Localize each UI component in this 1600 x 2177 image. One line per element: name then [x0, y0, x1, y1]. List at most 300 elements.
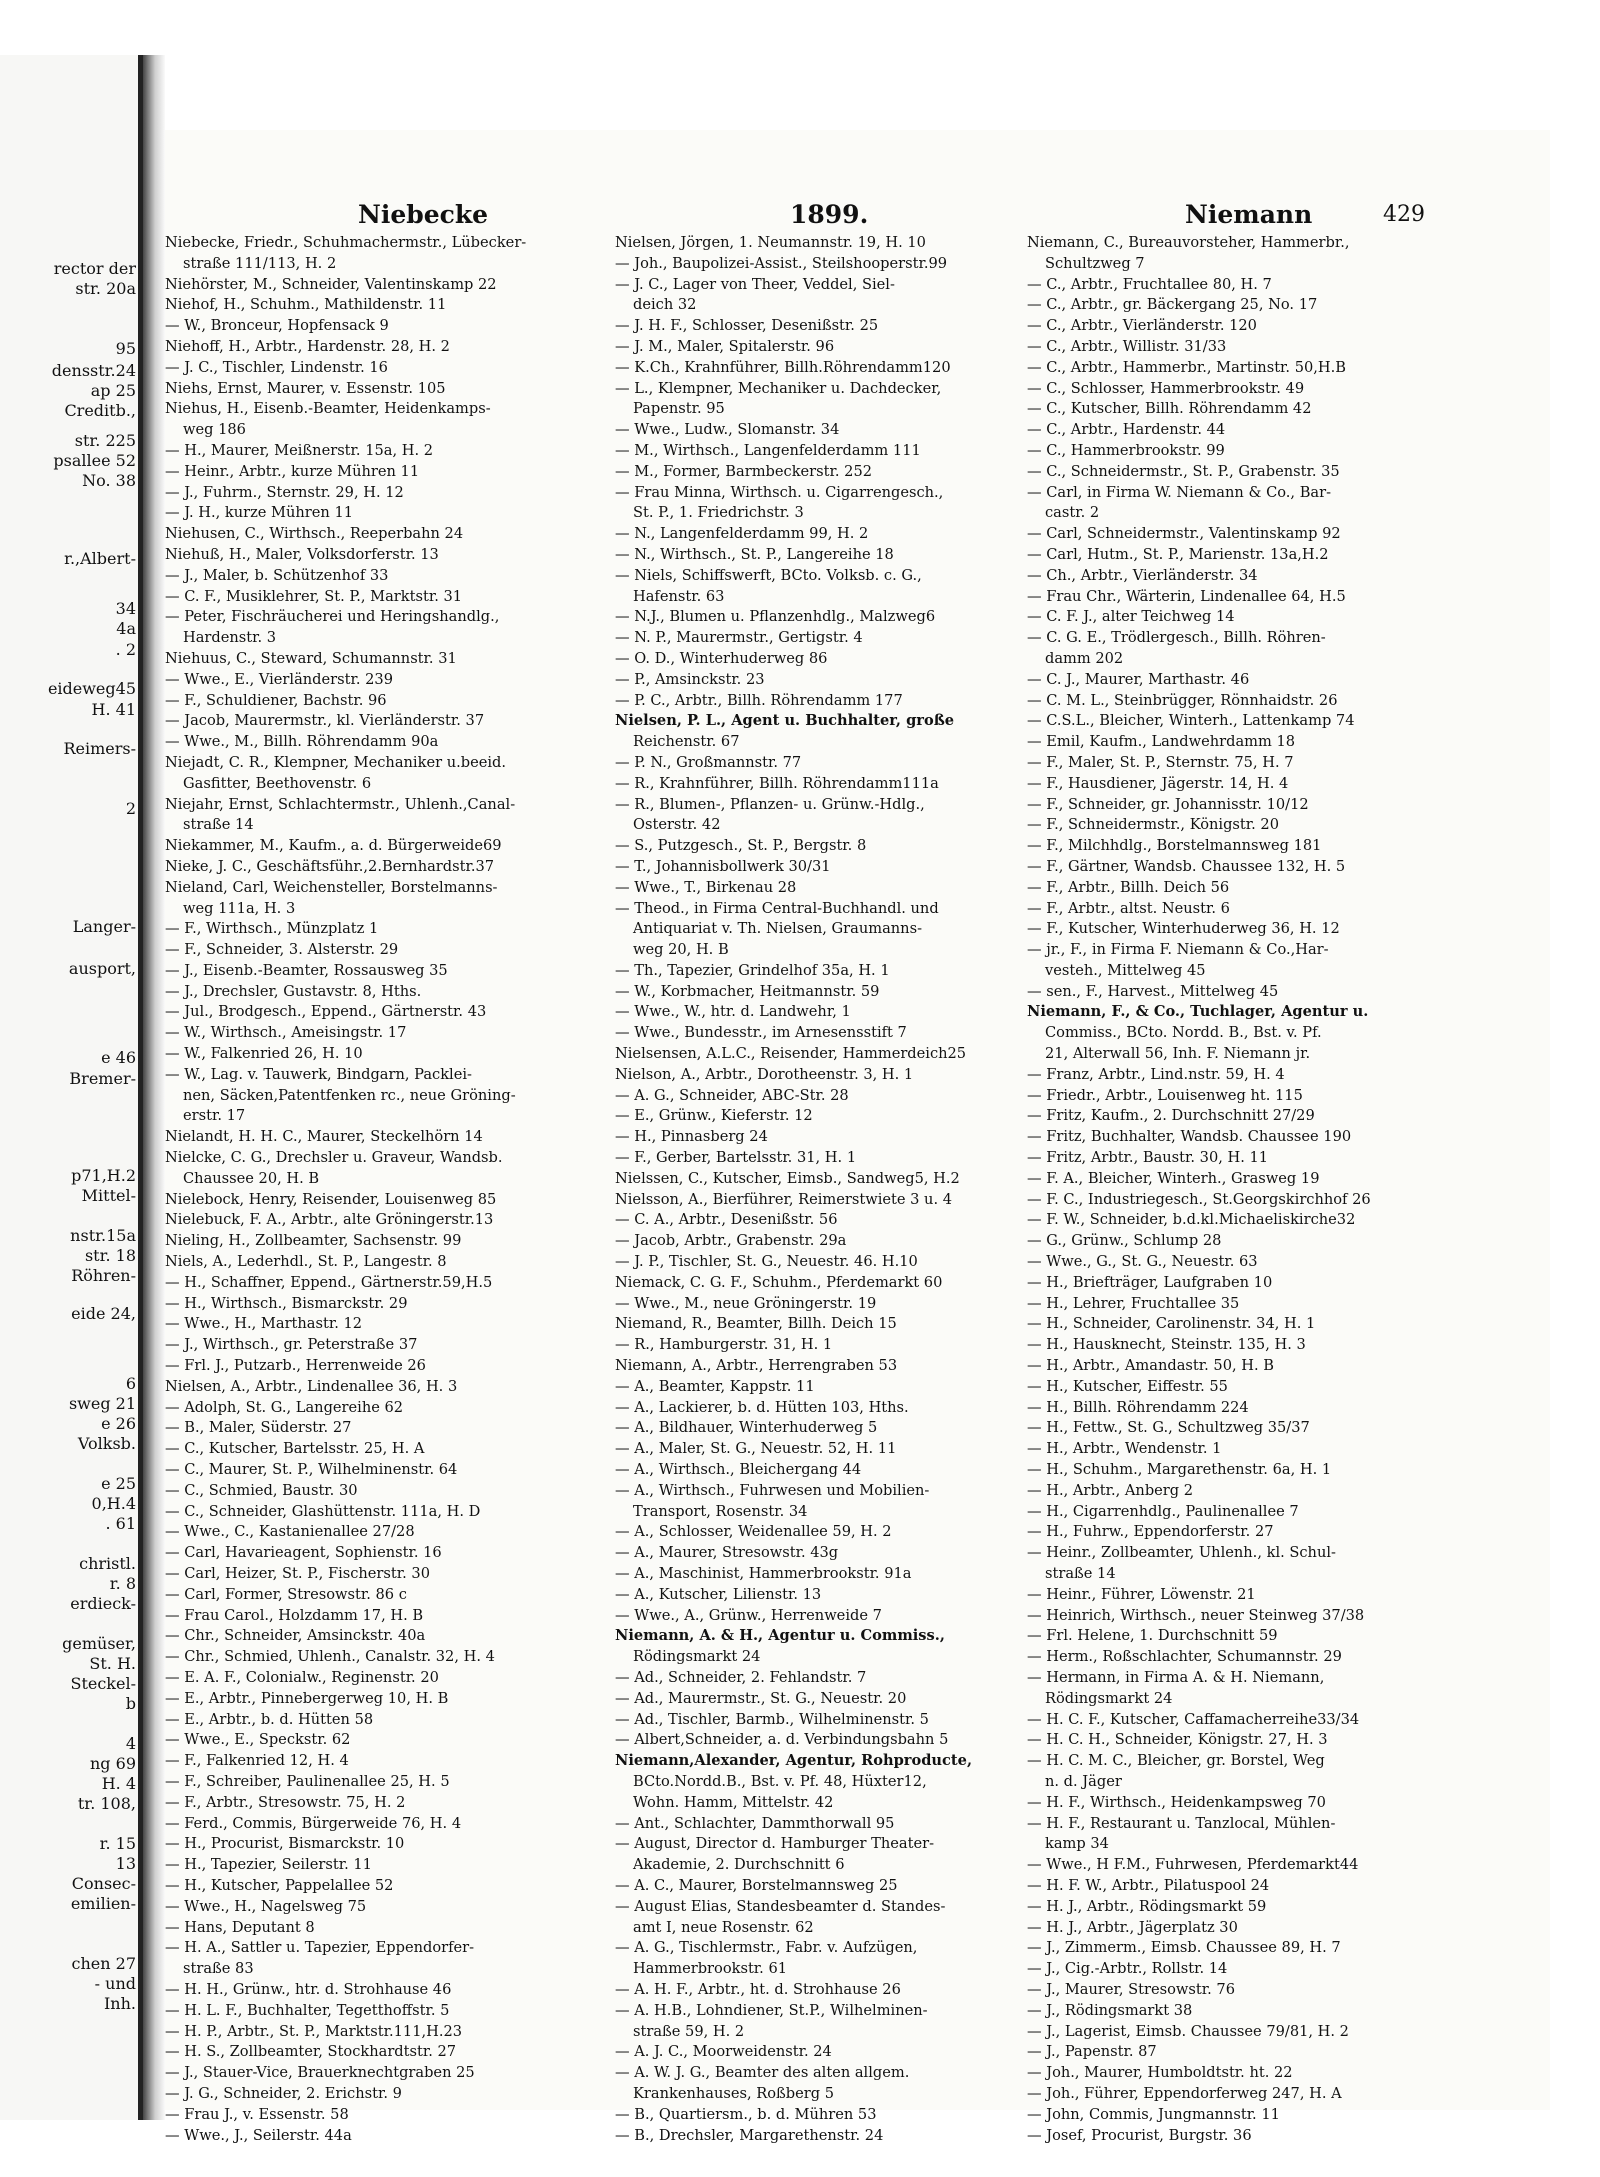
directory-entry: Niemack, C. G. F., Schuhm., Pferdemarkt 60	[615, 1273, 943, 1291]
previous-page-line: St. H.	[89, 1655, 136, 1673]
directory-entry: — C., Kutscher, Bartelsstr. 25, H. A	[165, 1440, 425, 1458]
directory-entry: — J., Maler, b. Schützenhof 33	[165, 566, 389, 584]
previous-page-line: rector der	[53, 260, 136, 278]
directory-entry: — H., Fuhrw., Eppendorferstr. 27	[1027, 1523, 1274, 1541]
directory-entry: — J., Zimmerm., Eimsb. Chaussee 89, H. 7	[1027, 1939, 1341, 1957]
directory-entry: — W., Falkenried 26, H. 10	[165, 1045, 363, 1063]
directory-entry: — C. J., Maurer, Marthastr. 46	[1027, 670, 1250, 688]
directory-entry: — F. A., Bleicher, Winterh., Grasweg 19	[1027, 1169, 1320, 1187]
directory-entry: Hammerbrookstr. 61	[633, 1960, 788, 1978]
directory-entry: — A. W. J. G., Beamter des alten allgem.	[615, 2064, 910, 2082]
directory-entry: — G., Grünw., Schlump 28	[1027, 1232, 1222, 1250]
directory-entry: — Wwe., J., Seilerstr. 44a	[165, 2126, 352, 2144]
directory-entry: Nielsen, P. L., Agent u. Buchhalter, große	[615, 712, 955, 730]
directory-entry: Rödingsmarkt 24	[1045, 1689, 1173, 1707]
directory-entry: St. P., 1. Friedrichstr. 3	[633, 504, 804, 522]
previous-page-line: erdieck-	[70, 1595, 136, 1613]
directory-entry: Nielebock, Henry, Reisender, Louisenweg 85	[165, 1190, 497, 1208]
directory-entry: Krankenhauses, Roßberg 5	[633, 2084, 834, 2102]
directory-entry: — H., Schuhm., Margarethenstr. 6a, H. 1	[1027, 1461, 1332, 1479]
directory-entry: — R., Blumen-, Pflanzen- u. Grünw.-Hdlg.,	[615, 795, 925, 813]
directory-entry: — Frl. J., Putzarb., Herrenweide 26	[165, 1357, 426, 1375]
directory-entry: BCto.Nordd.B., Bst. v. Pf. 48, Hüxter12,	[633, 1772, 927, 1790]
running-head-left: Niebecke	[358, 200, 489, 229]
previous-page-line: 4a	[116, 620, 136, 638]
directory-entry: Nielssen, C., Kutscher, Eimsb., Sandweg5, H.2	[615, 1169, 960, 1187]
previous-page-line: b	[125, 1695, 136, 1713]
directory-entry: — Th., Tapezier, Grindelhof 35a, H. 1	[615, 961, 890, 979]
directory-entry: — Ad., Schneider, 2. Fehlandstr. 7	[615, 1668, 867, 1686]
directory-entry: — Wwe., H., Marthastr. 12	[165, 1315, 363, 1333]
directory-entry: straße 14	[183, 816, 254, 834]
directory-entry: — H., Cigarrenhdlg., Paulinenallee 7	[1027, 1502, 1299, 1520]
previous-page-line: gemüser,	[62, 1635, 136, 1653]
directory-entry: — F., Schneider, gr. Johannisstr. 10/12	[1027, 795, 1309, 813]
directory-entry: — Jul., Brodgesch., Eppend., Gärtnerstr. 43	[165, 1003, 487, 1021]
previous-page-line: r. 15	[99, 1835, 136, 1853]
directory-entry: — C., Schmied, Baustr. 30	[165, 1481, 358, 1499]
directory-entry: — C.S.L., Bleicher, Winterh., Lattenkamp 74	[1027, 712, 1355, 730]
directory-entry: — Carl, Hutm., St. P., Marienstr. 13a,H.2	[1027, 545, 1329, 563]
directory-entry: Niehörster, M., Schneider, Valentinskamp 22	[165, 275, 497, 293]
column-right	[1027, 233, 1445, 2146]
directory-entry: Nielsensen, A.L.C., Reisender, Hammerdeich25	[615, 1045, 967, 1063]
directory-entry: — A. J. C., Moorweidenstr. 24	[615, 2043, 832, 2061]
previous-page-line: Langer-	[72, 918, 136, 936]
directory-entry: — C. F. J., alter Teichweg 14	[1027, 608, 1235, 626]
directory-entry: — C., Arbtr., Hammerbr., Martinstr. 50,H.B	[1027, 358, 1347, 376]
directory-entry: Nieke, J. C., Geschäftsführ.,2.Bernhardstr.37	[165, 857, 495, 875]
previous-page-line: emilien-	[70, 1895, 136, 1913]
directory-entry: Nieling, H., Zollbeamter, Sachsenstr. 99	[165, 1232, 462, 1250]
directory-entry: — Fritz, Buchhalter, Wandsb. Chaussee 190	[1027, 1128, 1352, 1146]
directory-entry: — A., Beamter, Kappstr. 11	[615, 1377, 815, 1395]
directory-entry: Nieland, Carl, Weichensteller, Borstelmanns-	[165, 878, 498, 896]
previous-page-line: densstr.24	[51, 362, 136, 380]
previous-page-line: p71,H.2	[71, 1167, 136, 1185]
directory-entry: — Josef, Procurist, Burgstr. 36	[1027, 2126, 1252, 2144]
directory-entry: — Carl, Heizer, St. P., Fischerstr. 30	[165, 1565, 430, 1582]
directory-entry: — J. H. F., Schlosser, Desenißstr. 25	[615, 317, 879, 335]
directory-entry: — H., Schneider, Carolinenstr. 34, H. 1	[1027, 1315, 1316, 1333]
directory-entry: Commiss., BCto. Nordd. B., Bst. v. Pf.	[1045, 1024, 1322, 1042]
directory-entry: — Wwe., H., Nagelsweg 75	[165, 1897, 367, 1915]
directory-entry: Nielandt, H. H. C., Maurer, Steckelhörn 14	[165, 1128, 483, 1146]
directory-entry: — August, Director d. Hamburger Theater-	[615, 1835, 935, 1853]
directory-entry: — J. G., Schneider, 2. Erichstr. 9	[165, 2084, 402, 2102]
directory-entry: Wohn. Hamm, Mittelstr. 42	[633, 1793, 834, 1811]
directory-entry: — Heinr., Zollbeamter, Uhlenh., kl. Schul-	[1027, 1544, 1336, 1562]
previous-page-line: e 26	[101, 1415, 136, 1433]
directory-entry: deich 32	[633, 296, 697, 314]
previous-page-line: ausport,	[68, 960, 136, 978]
directory-entry: — E., Arbtr., Pinnebergerweg 10, H. B	[165, 1689, 449, 1707]
directory-entry: — Niels, Schiffswerft, BCto. Volksb. c. G.,	[615, 566, 922, 584]
directory-entry: — F. C., Industriegesch., St.Georgskirchhof 26	[1027, 1190, 1371, 1208]
directory-entry: — C., Arbtr., Vierländerstr. 120	[1027, 317, 1257, 335]
previous-page-line: 95	[115, 340, 136, 358]
directory-entry: — sen., F., Harvest., Mittelweg 45	[1027, 982, 1279, 1000]
directory-entry: — Fritz, Arbtr., Baustr. 30, H. 11	[1027, 1149, 1269, 1167]
previous-page-line: Volksb.	[77, 1435, 136, 1453]
directory-entry: — B., Maler, Süderstr. 27	[165, 1419, 352, 1437]
directory-entry: — T., Johannisbollwerk 30/31	[615, 857, 831, 875]
directory-entry: — Wwe., W., htr. d. Landwehr, 1	[615, 1003, 851, 1021]
directory-entry: — C. G. E., Trödlergesch., Billh. Röhren-	[1027, 629, 1326, 647]
directory-entry: — F., Schreiber, Paulinenallee 25, H. 5	[165, 1772, 450, 1790]
directory-entry: — W., Lag. v. Tauwerk, Bindgarn, Packlei-	[165, 1065, 472, 1083]
directory-entry: — A., Wirthsch., Bleichergang 44	[615, 1461, 862, 1479]
directory-entry: — C., Maurer, St. P., Wilhelminenstr. 64	[165, 1461, 458, 1479]
directory-entry: weg 111a, H. 3	[183, 899, 296, 917]
directory-entry: — Herm., Roßschlachter, Schumannstr. 29	[1027, 1648, 1342, 1666]
directory-entry: — A., Lackierer, b. d. Hütten 103, Hths.	[615, 1398, 909, 1416]
directory-entry: — J. M., Maler, Spitalerstr. 96	[615, 337, 835, 355]
directory-entry: — H., Briefträger, Laufgraben 10	[1027, 1273, 1273, 1291]
directory-entry: — F. W., Schneider, b.d.kl.Michaeliskirche32	[1027, 1211, 1356, 1229]
directory-entry: — J., Maurer, Stresowstr. 76	[1027, 1980, 1235, 1998]
directory-entry: — H., Arbtr., Anberg 2	[1027, 1481, 1194, 1499]
previous-page-line: ap 25	[90, 382, 136, 400]
directory-entry: — Carl, Schneidermstr., Valentinskamp 92	[1027, 525, 1341, 543]
directory-entry: — C., Arbtr., gr. Bäckergang 25, No. 17	[1027, 296, 1318, 314]
directory-entry: Schultzweg 7	[1045, 254, 1145, 272]
directory-entry: Niehuus, C., Steward, Schumannstr. 31	[165, 649, 457, 667]
previous-page-line: Mittel-	[81, 1187, 136, 1205]
previous-page-line: Creditb.,	[64, 402, 136, 420]
previous-page-line: eide 24,	[71, 1305, 136, 1323]
directory-entry: — A., Wirthsch., Fuhrwesen und Mobilien-	[615, 1481, 930, 1499]
directory-entry: — Carl, in Firma W. Niemann & Co., Bar-	[1027, 483, 1332, 501]
directory-entry: — Carl, Former, Stresowstr. 86 c	[165, 1585, 407, 1603]
directory-entry: — W., Korbmacher, Heitmannstr. 59	[615, 982, 880, 1000]
directory-entry: Niehusen, C., Wirthsch., Reeperbahn 24	[165, 525, 464, 543]
directory-entry: — H. H., Grünw., htr. d. Strohhause 46	[165, 1980, 452, 1998]
directory-entry: — F., Hausdiener, Jägerstr. 14, H. 4	[1027, 774, 1289, 792]
previous-page-line: tr. 108,	[77, 1795, 136, 1813]
directory-entry: — J., Lagerist, Eimsb. Chaussee 79/81, H. 2	[1027, 2022, 1349, 2040]
directory-entry: Antiquariat v. Th. Nielsen, Graumanns-	[633, 920, 922, 938]
directory-entry: — J., Eisenb.-Beamter, Rossausweg 35	[165, 961, 448, 979]
directory-entry: — H. L. F., Buchhalter, Tegetthoffstr. 5	[165, 2001, 450, 2019]
directory-entry: — S., Putzgesch., St. P., Bergstr. 8	[615, 837, 867, 855]
previous-page-line: ng 69	[90, 1755, 136, 1773]
directory-entry: — Ferd., Commis, Bürgerweide 76, H. 4	[165, 1814, 462, 1832]
directory-entry: kamp 34	[1045, 1835, 1109, 1853]
directory-entry: — M., Former, Barmbeckerstr. 252	[615, 462, 873, 480]
directory-entry: — C., Hammerbrookstr. 99	[1027, 441, 1225, 459]
directory-entry: — H., Maurer, Meißnerstr. 15a, H. 2	[165, 441, 434, 459]
previous-page-line: No. 38	[82, 472, 136, 490]
previous-page-line: Röhren-	[71, 1267, 136, 1285]
directory-entry: — F., Kutscher, Winterhuderweg 36, H. 12	[1027, 920, 1340, 938]
directory-entry: — H. F. W., Arbtr., Pilatuspool 24	[1027, 1876, 1270, 1894]
previous-page-line: H. 4	[101, 1775, 136, 1793]
directory-entry: — F., Arbtr., altst. Neustr. 6	[1027, 899, 1230, 917]
directory-entry: — H. J., Arbtr., Rödingsmarkt 59	[1027, 1897, 1267, 1915]
directory-entry: — A., Kutscher, Lilienstr. 13	[615, 1585, 822, 1603]
directory-entry: — A., Maschinist, Hammerbrookstr. 91a	[615, 1565, 912, 1582]
directory-entry: — A., Schlosser, Weidenallee 59, H. 2	[615, 1523, 892, 1541]
previous-page-line: psallee 52	[53, 452, 136, 470]
directory-entry: — J. P., Tischler, St. G., Neuestr. 46. H.10	[615, 1253, 918, 1271]
directory-entry: weg 186	[183, 421, 246, 439]
directory-entry: Hafenstr. 63	[633, 587, 725, 605]
directory-entry: — H., Pinnasberg 24	[615, 1128, 768, 1146]
directory-entry: Akademie, 2. Durchschnitt 6	[633, 1856, 845, 1874]
directory-entry: — H. A., Sattler u. Tapezier, Eppendorfer-	[165, 1939, 475, 1957]
directory-entry: — A. H. F., Arbtr., ht. d. Strohhause 26	[615, 1980, 901, 1998]
previous-page-line: 0,H.4	[91, 1495, 136, 1513]
directory-entry: — W., Bronceur, Hopfensack 9	[165, 317, 389, 335]
directory-entry: amt I, neue Rosenstr. 62	[633, 1918, 814, 1936]
directory-entry: — A. H.B., Lohndiener, St.P., Wilhelminen-	[615, 2001, 928, 2019]
directory-entry: Niejahr, Ernst, Schlachtermstr., Uhlenh.,Canal-	[165, 795, 516, 813]
directory-entry: — Friedr., Arbtr., Louisenweg ht. 115	[1027, 1086, 1303, 1104]
directory-entry: — Frau Minna, Wirthsch. u. Cigarrengesch.,	[615, 483, 944, 501]
directory-entry: — Fritz, Kaufm., 2. Durchschnitt 27/29	[1027, 1107, 1315, 1125]
directory-entry: weg 20, H. B	[633, 941, 729, 959]
directory-entry: — C., Arbtr., Willistr. 31/33	[1027, 337, 1227, 355]
directory-entry: — M., Wirthsch., Langenfelderdamm 111	[615, 441, 921, 459]
directory-entry: — W., Wirthsch., Ameisingstr. 17	[165, 1024, 407, 1042]
directory-entry: — Franz, Arbtr., Lind.nstr. 59, H. 4	[1027, 1065, 1285, 1083]
directory-entry: — H., Wirthsch., Bismarckstr. 29	[165, 1294, 408, 1312]
directory-entry: — J., Stauer-Vice, Brauerknechtgraben 25	[165, 2064, 475, 2082]
directory-entry: Niehuß, H., Maler, Volksdorferstr. 13	[165, 545, 439, 563]
directory-entry: — H. C. M. C., Bleicher, gr. Borstel, Weg	[1027, 1752, 1325, 1770]
directory-entry: 21, Alterwall 56, Inh. F. Niemann jr.	[1045, 1045, 1311, 1063]
directory-entry: Osterstr. 42	[633, 816, 721, 834]
directory-entry: Nielcke, C. G., Drechsler u. Graveur, Wandsb.	[165, 1149, 503, 1167]
directory-entry: Reichenstr. 67	[633, 733, 740, 751]
directory-entry: — John, Commis, Jungmannstr. 11	[1027, 2105, 1280, 2123]
directory-entry: — Joh., Baupolizei-Assist., Steilshooperstr.99	[615, 254, 948, 272]
directory-entry: — H. S., Zollbeamter, Stockhardtstr. 27	[165, 2043, 457, 2061]
directory-entry: — Hermann, in Firma A. & H. Niemann,	[1027, 1668, 1325, 1686]
directory-entry: — Wwe., M., neue Gröningerstr. 19	[615, 1294, 877, 1312]
directory-entry: — Wwe., M., Billh. Röhrendamm 90a	[165, 733, 439, 751]
directory-entry: — Adolph, St. G., Langereihe 62	[165, 1398, 404, 1416]
directory-entry: castr. 2	[1045, 504, 1100, 522]
directory-entry: — C., Schneider, Glashüttenstr. 111a, H. D	[165, 1502, 481, 1520]
directory-entry: nen, Säcken,Patentfenken rc., neue Gröning-	[183, 1086, 516, 1104]
directory-entry: — C. M. L., Steinbrügger, Rönnhaidstr. 26	[1027, 691, 1338, 709]
previous-page-line: 4	[125, 1735, 136, 1753]
directory-entry: Niemann, A. & H., Agentur u. Commiss.,	[615, 1627, 945, 1645]
previous-page-line: - und	[94, 1975, 136, 1993]
previous-page-line: e 25	[101, 1475, 136, 1493]
directory-entry: — J., Papenstr. 87	[1027, 2043, 1157, 2061]
directory-entry: Gasfitter, Beethovenstr. 6	[183, 774, 372, 792]
directory-entry: — H., Fettw., St. G., Schultzweg 35/37	[1027, 1419, 1310, 1437]
directory-entry: straße 14	[1045, 1565, 1116, 1582]
directory-entry: Niels, A., Lederhdl., St. P., Langestr. 8	[165, 1253, 447, 1271]
directory-entry: — H. F., Restaurant u. Tanzlocal, Mühlen-	[1027, 1814, 1336, 1832]
directory-entry: Niehs, Ernst, Maurer, v. Essenstr. 105	[165, 379, 446, 397]
directory-entry: — C., Kutscher, Billh. Röhrendamm 42	[1027, 400, 1312, 418]
directory-entry: — B., Drechsler, Margarethenstr. 24	[615, 2126, 884, 2144]
directory-entry: Nielsson, A., Bierführer, Reimerstwiete 3 u. 4	[615, 1190, 953, 1208]
directory-entry: — Frau Chr., Wärterin, Lindenallee 64, H.5	[1027, 587, 1346, 605]
directory-entry: — H. F., Wirthsch., Heidenkampsweg 70	[1027, 1793, 1326, 1811]
directory-entry: — C., Arbtr., Hardenstr. 44	[1027, 421, 1226, 439]
directory-entry: — Wwe., Bundesstr., im Arnesensstift 7	[615, 1024, 907, 1042]
directory-entry: — C. F., Musiklehrer, St. P., Marktstr. 31	[165, 587, 463, 605]
directory-entry: — F., Schneidermstr., Königstr. 20	[1027, 816, 1279, 834]
directory-entry: straße 83	[183, 1960, 254, 1978]
directory-entry: — N.J., Blumen u. Pflanzenhdlg., Malzweg6	[615, 608, 936, 626]
directory-entry: — H., Hausknecht, Steinstr. 135, H. 3	[1027, 1336, 1306, 1354]
directory-entry: — O. D., Winterhuderweg 86	[615, 649, 828, 667]
directory-entry: — A. G., Tischlermstr., Fabr. v. Aufzügen,	[615, 1939, 918, 1957]
directory-entry: — F., Arbtr., Stresowstr. 75, H. 2	[165, 1793, 406, 1811]
directory-entry: — Chr., Schmied, Uhlenh., Canalstr. 32, H. 4	[165, 1648, 495, 1666]
directory-entry: — H., Kutscher, Pappelallee 52	[165, 1876, 394, 1894]
directory-entry: — Wwe., H F.M., Fuhrwesen, Pferdemarkt44	[1027, 1856, 1359, 1874]
directory-entry: — C., Schlosser, Hammerbrookstr. 49	[1027, 379, 1305, 397]
previous-page-line: e 46	[101, 1049, 136, 1067]
previous-page-line: sweg 21	[68, 1395, 136, 1413]
directory-entry: — H. P., Arbtr., St. P., Marktstr.111,H.23	[165, 2022, 463, 2040]
directory-entry: — J. H., kurze Mühren 11	[165, 504, 354, 522]
book-gutter	[143, 55, 165, 2120]
directory-entry: — E., Grünw., Kieferstr. 12	[615, 1107, 813, 1125]
previous-page-line: Steckel-	[70, 1675, 136, 1693]
directory-entry: — C., Schneidermstr., St. P., Grabenstr. 35	[1027, 462, 1340, 480]
directory-entry: — Wwe., A., Grünw., Herrenweide 7	[615, 1606, 882, 1624]
directory-entry: — N., Langenfelderdamm 99, H. 2	[615, 525, 869, 543]
directory-entry: — H., Procurist, Bismarckstr. 10	[165, 1835, 405, 1853]
directory-entry: Niehoff, H., Arbtr., Hardenstr. 28, H. 2	[165, 337, 450, 355]
directory-entry: — Hans, Deputant 8	[165, 1918, 315, 1936]
directory-entry: erstr. 17	[183, 1107, 246, 1125]
directory-entry: — Frau J., v. Essenstr. 58	[165, 2105, 349, 2123]
directory-entry: — jr., F., in Firma F. Niemann & Co.,Har-	[1027, 941, 1329, 959]
directory-entry: — Jacob, Arbtr., Grabenstr. 29a	[615, 1232, 847, 1250]
directory-entry: — E. A. F., Colonialw., Reginenstr. 20	[165, 1668, 439, 1686]
directory-entry: — Heinr., Arbtr., kurze Mühren 11	[165, 462, 420, 480]
running-head-year: 1899.	[790, 200, 869, 229]
directory-entry: — F., Gerber, Bartelsstr. 31, H. 1	[615, 1149, 857, 1167]
directory-entry: — L., Klempner, Mechaniker u. Dachdecker,	[615, 379, 942, 397]
directory-entry: — H., Arbtr., Wendenstr. 1	[1027, 1440, 1222, 1458]
directory-entry: — C. A., Arbtr., Desenißstr. 56	[615, 1211, 838, 1229]
directory-entry: — F., Gärtner, Wandsb. Chaussee 132, H. 5	[1027, 857, 1346, 875]
directory-entry: — A. C., Maurer, Borstelmannsweg 25	[615, 1876, 898, 1894]
directory-entry: — J., Rödingsmarkt 38	[1027, 2001, 1193, 2019]
column-left	[165, 233, 620, 2146]
directory-entry: Nielson, A., Arbtr., Dorotheenstr. 3, H. 1	[615, 1065, 914, 1083]
directory-entry: — A., Bildhauer, Winterhuderweg 5	[615, 1419, 878, 1437]
directory-entry: straße 111/113, H. 2	[183, 254, 337, 272]
directory-entry: — J., Fuhrm., Sternstr. 29, H. 12	[165, 483, 404, 501]
previous-page-line: eideweg45	[47, 680, 136, 698]
directory-entry: Niemann,Alexander, Agentur, Rohproducte,	[615, 1752, 973, 1770]
directory-entry: damm 202	[1045, 649, 1124, 667]
directory-entry: Niemann, F., & Co., Tuchlager, Agentur u.	[1027, 1003, 1369, 1021]
directory-entry: — J., Cig.-Arbtr., Rollstr. 14	[1027, 1960, 1228, 1978]
page-number: 429	[1383, 202, 1425, 227]
directory-entry: Nielsen, A., Arbtr., Lindenallee 36, H. 3	[165, 1377, 458, 1395]
directory-entry: — F., Falkenried 12, H. 4	[165, 1752, 349, 1770]
directory-entry: — F., Schneider, 3. Alsterstr. 29	[165, 941, 399, 959]
directory-entry: — H. C. H., Schneider, Königstr. 27, H. 3	[1027, 1731, 1328, 1749]
directory-entry: — N., Wirthsch., St. P., Langereihe 18	[615, 545, 894, 563]
directory-entry: — Jacob, Maurermstr., kl. Vierländerstr. 37	[165, 712, 485, 730]
directory-entry: — Ant., Schlachter, Dammthorwall 95	[615, 1814, 895, 1832]
directory-entry: Niehus, H., Eisenb.-Beamter, Heidenkamps-	[165, 400, 491, 418]
directory-entry: vestеh., Mittelweg 45	[1045, 961, 1206, 979]
directory-entry: — Carl, Havarieagent, Sophienstr. 16	[165, 1544, 442, 1562]
directory-entry: Niebecke, Friedr., Schuhmachermstr., Lübecker-	[165, 234, 527, 251]
directory-entry: — Joh., Führer, Eppendorferweg 247, H. A	[1027, 2084, 1342, 2102]
directory-entry: — H., Schaffner, Eppend., Gärtnerstr.59,H.5	[165, 1273, 493, 1291]
directory-entry: — P., Amsinckstr. 23	[615, 670, 765, 688]
directory-entry: — Wwe., E., Vierländerstr. 239	[165, 670, 393, 688]
previous-page-line: Consec-	[71, 1875, 136, 1893]
previous-page-line: H. 41	[91, 701, 136, 719]
directory-entry: — H., Lehrer, Fruchtallee 35	[1027, 1294, 1240, 1312]
directory-entry: — R., Krahnführer, Billh. Röhrendamm111a	[615, 774, 939, 792]
directory-entry: Niemann, C., Bureauvorsteher, Hammerbr.,	[1027, 234, 1350, 251]
running-head-right: Niemann	[1185, 200, 1313, 229]
directory-entry: — A., Maler, St. G., Neuestr. 52, H. 11	[615, 1440, 897, 1458]
directory-entry: Papenstr. 95	[633, 400, 725, 418]
directory-entry: — P. N., Großmannstr. 77	[615, 753, 802, 771]
directory-entry: — Wwe., C., Kastanienallee 27/28	[165, 1523, 415, 1541]
previous-page-line: Bremer-	[69, 1070, 136, 1088]
directory-entry: Rödingsmarkt 24	[633, 1648, 761, 1666]
directory-entry: — J. C., Lager von Theer, Veddel, Siel-	[615, 275, 895, 293]
directory-entry: — Wwe., Ludw., Slomanstr. 34	[615, 421, 840, 439]
directory-entry: Niemann, A., Arbtr., Herrengraben 53	[615, 1357, 898, 1375]
directory-entry: — Frl. Helene, 1. Durchschnitt 59	[1027, 1627, 1278, 1645]
directory-entry: — Wwe., T., Birkenau 28	[615, 878, 797, 896]
directory-entry: — R., Hamburgerstr. 31, H. 1	[615, 1336, 833, 1354]
previous-page-line: r. 8	[109, 1575, 136, 1593]
column-middle	[615, 233, 1025, 2146]
directory-entry: Niemand, R., Beamter, Billh. Deich 15	[615, 1315, 897, 1333]
directory-entry: — A. G., Schneider, ABC-Str. 28	[615, 1086, 849, 1104]
previous-page-line: r.,Albert-	[64, 550, 136, 568]
directory-entry: — Theod., in Firma Central-Buchhandl. und	[615, 899, 939, 917]
directory-entry: — August Elias, Standesbeamter d. Standes-	[615, 1897, 946, 1915]
directory-entry: Niehof, H., Schuhm., Mathildenstr. 11	[165, 296, 447, 314]
directory-entry: Transport, Rosenstr. 34	[633, 1502, 808, 1520]
directory-entry: — A., Maurer, Stresowstr. 43g	[615, 1544, 839, 1562]
previous-page-line: Reimers-	[63, 740, 136, 758]
directory-entry: — Emil, Kaufm., Landwehrdamm 18	[1027, 733, 1296, 751]
previous-page-line: 13	[115, 1855, 136, 1873]
previous-page-line: 2	[125, 800, 136, 818]
directory-entry: — Albert,Schneider, a. d. Verbindungsbahn 5	[615, 1731, 949, 1749]
directory-entry: — Wwe., G., St. G., Neuestr. 63	[1027, 1253, 1258, 1271]
directory-entry: Chaussee 20, H. B	[183, 1169, 320, 1187]
directory-entry: — P. C., Arbtr., Billh. Röhrendamm 177	[615, 691, 903, 709]
directory-entry: Nielsen, Jörgen, 1. Neumannstr. 19, H. 10	[615, 234, 926, 251]
directory-entry: — F., Wirthsch., Münzplatz 1	[165, 920, 379, 938]
directory-entry: — F., Arbtr., Billh. Deich 56	[1027, 878, 1230, 896]
directory-entry: — Heinrich, Wirthsch., neuer Steinweg 37/38	[1027, 1606, 1365, 1624]
directory-entry: — H., Tapezier, Seilerstr. 11	[165, 1856, 372, 1874]
directory-entry: straße 59, H. 2	[633, 2022, 745, 2040]
directory-entry: Niejadt, C. R., Klempner, Mechaniker u.beeid.	[165, 753, 506, 771]
directory-entry: Niekammer, M., Kaufm., a. d. Bürgerweide69	[165, 837, 502, 855]
previous-page-line: str. 18	[84, 1247, 136, 1265]
directory-entry: — J., Wirthsch., gr. Peterstraße 37	[165, 1336, 418, 1354]
previous-page-line: . 2	[115, 641, 136, 659]
